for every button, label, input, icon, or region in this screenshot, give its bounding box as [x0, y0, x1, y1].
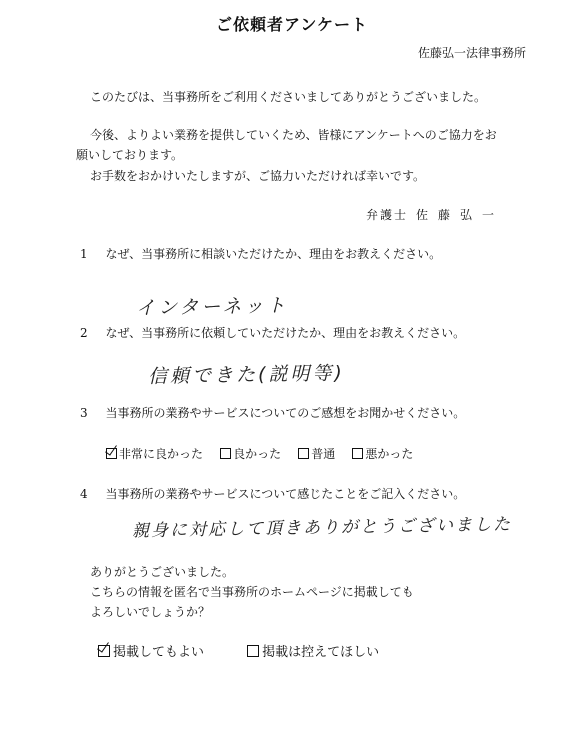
option-publish-decline[interactable] [247, 641, 379, 660]
question-4-number: 4 [80, 487, 88, 501]
question-3-number: 3 [80, 406, 88, 420]
option-label: 掲載は控えてほしい [262, 645, 380, 660]
question-2 [80, 324, 465, 341]
question-4 [80, 485, 465, 502]
question-4-answer: 親身に対応して頂きありがとうございました [131, 514, 513, 542]
checkbox-unchecked[interactable] [220, 448, 231, 459]
survey-title: ご依頼者アンケート [215, 15, 369, 34]
checkbox-unchecked[interactable] [247, 645, 259, 657]
question-2-answer: 信頼できた(説明等) [147, 362, 346, 388]
option-label: 悪かった [365, 447, 414, 461]
signature-name: 佐藤弘一 [415, 208, 504, 222]
closing-line-3: よろしいでしょうか？ [90, 605, 211, 619]
intro-paragraph-2-line-2: 願いしております。 [76, 148, 184, 162]
option-label: 掲載してもよい [113, 645, 205, 660]
question-2-text: なぜ、当事務所に依頼していただけたか、理由をお教えください。 [105, 326, 466, 340]
intro-paragraph-3: お手数をおかけいたしますが、ご協力いただければ幸いです。 [90, 169, 426, 183]
firm-name: 佐藤弘一法律事務所 [417, 46, 526, 60]
option-label: 良かった [233, 447, 282, 461]
question-1-text: なぜ、当事務所に相談いただけたか、理由をお教えください。 [105, 247, 442, 261]
option-average[interactable] [298, 445, 335, 462]
checkbox-checked[interactable] [106, 448, 117, 459]
publish-consent [98, 641, 379, 661]
question-3-options [106, 444, 425, 463]
closing-line-2: こちらの情報を匿名で当事務所のホームページに掲載しても [90, 585, 414, 599]
question-3 [80, 404, 465, 421]
intro-paragraph-1: このたびは、当事務所をご利用くださいましてありがとうございました。 [90, 90, 487, 104]
question-3-text: 当事務所の業務やサービスについてのご感想をお聞かせください。 [105, 406, 466, 420]
question-1-number: 1 [80, 247, 88, 261]
question-1-answer: インターネット [135, 294, 289, 320]
question-1 [80, 245, 441, 262]
intro-paragraph-2-line-1: 今後、よりよい業務を提供していくため、皆様にアンケートへのご協力をお [90, 128, 497, 142]
checkbox-unchecked[interactable] [352, 448, 363, 459]
signature [366, 206, 504, 223]
question-2-number: 2 [80, 326, 88, 340]
option-very-good[interactable] [106, 445, 203, 462]
checkbox-unchecked[interactable] [298, 448, 309, 459]
option-label: 非常に良かった [119, 447, 204, 461]
option-label: 普通 [311, 447, 336, 461]
option-bad[interactable] [352, 445, 413, 462]
signature-title: 弁護士 [365, 208, 408, 222]
closing-line-1: ありがとうございました。 [90, 565, 235, 579]
option-good[interactable] [220, 445, 281, 462]
option-publish-ok[interactable] [98, 641, 204, 660]
question-4-text: 当事務所の業務やサービスについて感じたことをご記入ください。 [105, 487, 466, 501]
checkbox-checked[interactable] [98, 645, 110, 657]
